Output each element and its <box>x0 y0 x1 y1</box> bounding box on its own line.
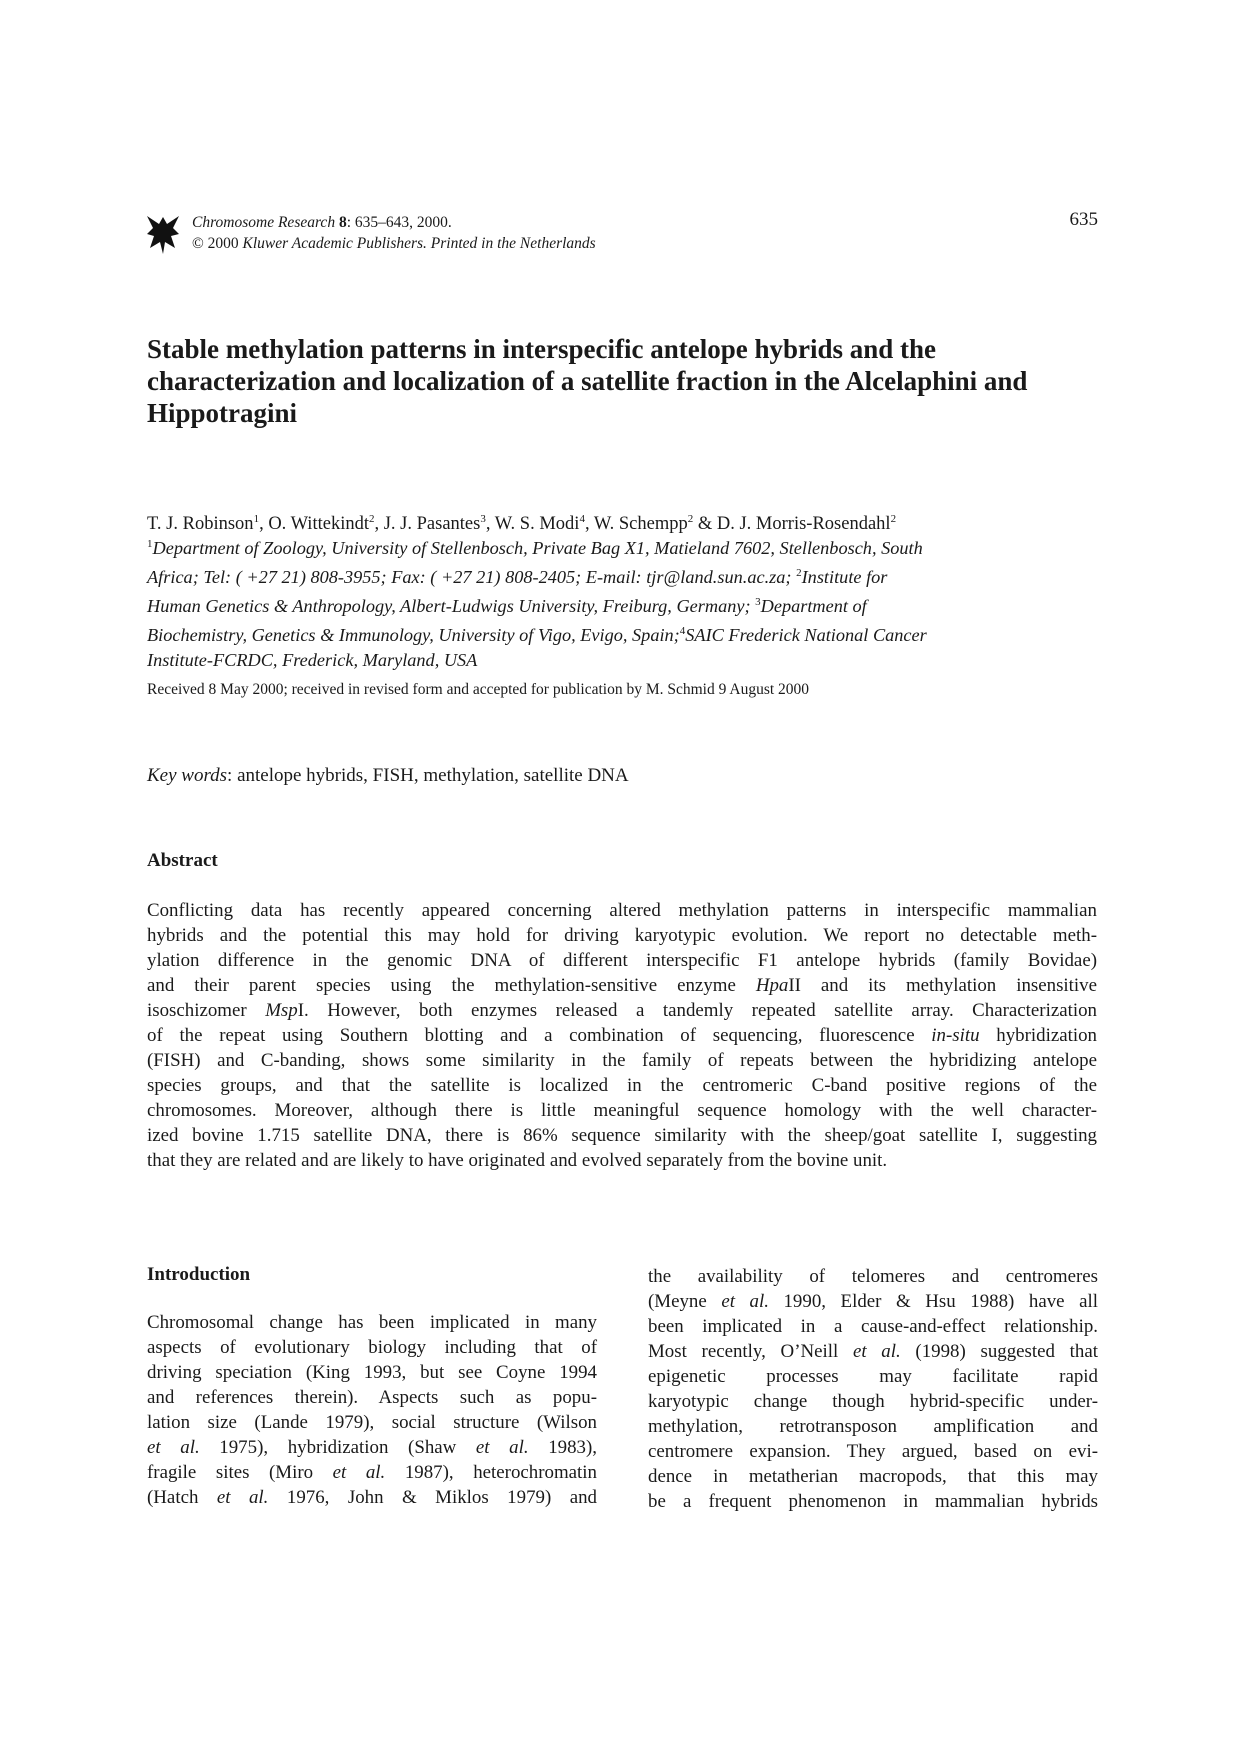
italic-term: et al. <box>147 1437 200 1458</box>
affiliation-mark: 2 <box>796 567 802 580</box>
introduction-line <box>648 1364 1098 1389</box>
text-run: of the repeat using Southern blotting and a combination of sequencing, fluorescence <box>147 1025 932 1046</box>
text-run: be a frequent phenomenon in mammalian hybrids <box>648 1491 1098 1512</box>
affiliations <box>147 532 1093 673</box>
text-run: Most recently, O’Neill <box>648 1341 853 1362</box>
author-name: D. J. Morris-Rosendahl <box>716 514 891 535</box>
journal-citation <box>192 212 596 254</box>
received-dates: Received 8 May 2000; received in revised form and accepted for publication by M. Schmid 9 August 2000 <box>147 681 810 698</box>
text-run: the availability of telomeres and centromeres <box>648 1266 1098 1287</box>
text-run: 1990, Elder & Hsu 1988) have all <box>768 1291 1098 1312</box>
introduction-right-column <box>648 1264 1098 1514</box>
text-run: isoschizomer <box>147 1000 266 1021</box>
introduction-left-column <box>147 1310 597 1510</box>
author-name: W. S. Modi <box>494 514 580 535</box>
abstract-line <box>147 923 1097 948</box>
abstract-heading: Abstract <box>147 850 218 871</box>
affiliation-text: Biochemistry, Genetics & Immunology, University of Vigo, Evigo, Spain; <box>147 625 680 646</box>
copyright-symbol: © <box>192 235 204 252</box>
publisher-name: Kluwer Academic Publishers. Printed in the Netherlands <box>242 235 596 252</box>
affiliation-line <box>147 590 1093 619</box>
text-run: (FISH) and C-banding, shows some similarity in the family of repeats between the hybridizing antelope <box>147 1050 1097 1071</box>
text-run: (Meyne <box>648 1291 722 1312</box>
author-separator: , <box>485 514 495 535</box>
abstract-line <box>147 998 1097 1023</box>
author-affiliation-mark: 2 <box>890 513 897 525</box>
journal-line-1 <box>192 212 596 233</box>
text-run: fragile sites (Miro <box>147 1462 333 1483</box>
italic-term: Msp <box>265 1000 298 1021</box>
text-run: centromere expansion. They argued, based on evi- <box>648 1441 1098 1462</box>
copyright-year: 2000 <box>207 235 239 252</box>
abstract-line <box>147 1148 1097 1173</box>
author-separator: , <box>259 514 269 535</box>
text-run: that they are related and are likely to have originated and evolved separately from the bovine unit. <box>147 1150 888 1171</box>
author-separator: , <box>584 514 594 535</box>
author-name: J. J. Pasantes <box>383 514 481 535</box>
author-affiliation-mark: 3 <box>480 513 486 525</box>
text-run: 1976, John & Miklos 1979) and <box>268 1487 597 1508</box>
introduction-line <box>147 1360 597 1385</box>
text-run: epigenetic processes may facilitate rapid <box>648 1366 1098 1387</box>
text-run: been implicated in a cause-and-effect relationship. <box>648 1316 1098 1337</box>
author-name: O. Wittekindt <box>268 514 369 535</box>
affiliation-mark: 3 <box>755 596 761 609</box>
affiliation-line <box>147 532 1093 561</box>
text-run: Conflicting data has recently appeared concerning altered methylation patterns in interspecific mammalian <box>147 900 1097 921</box>
author-name: T. J. Robinson <box>147 514 254 535</box>
page-number: 635 <box>1069 209 1098 230</box>
italic-term: et al. <box>721 1291 769 1312</box>
text-run: ized bovine 1.715 satellite DNA, there is 86% sequence similarity with the sheep/goat satellite I, suggesting <box>147 1125 1097 1146</box>
affiliation-text: Human Genetics & Anthropology, Albert-Ludwigs University, Freiburg, Germany; <box>147 596 756 617</box>
italic-term: et al. <box>332 1462 386 1483</box>
text-run: chromosomes. Moreover, although there is little meaningful sequence homology with the well character- <box>147 1100 1097 1121</box>
abstract-line <box>147 1123 1097 1148</box>
text-run: species groups, and that the satellite is localized in the centromeric C-band positive regions of the <box>147 1075 1097 1096</box>
italic-term: in-situ <box>931 1025 980 1046</box>
text-run: ylation difference in the genomic DNA of different interspecific F1 antelope hybrids (family Bovidae) <box>147 950 1097 971</box>
text-run: lation size (Lande 1979), social structure (Wilson <box>147 1412 597 1433</box>
italic-term: et al. <box>216 1487 269 1508</box>
journal-name: Chromosome Research <box>192 214 336 231</box>
abstract-body <box>147 898 1097 1173</box>
italic-term: et al. <box>475 1437 529 1458</box>
affiliation-mark: 4 <box>679 625 686 638</box>
keywords <box>147 764 1107 788</box>
text-run: hybrids and the potential this may hold for driving karyotypic evolution. We report no detectable meth- <box>147 925 1097 946</box>
affiliation-text: Department of <box>760 596 867 617</box>
text-run: 1983), <box>528 1437 597 1458</box>
italic-term: Hpa <box>755 975 789 996</box>
author-affiliation-mark: 1 <box>253 513 260 525</box>
keywords-label: Key words <box>147 765 228 786</box>
author-affiliation-mark: 2 <box>687 513 694 525</box>
publisher-logo-icon <box>145 214 181 256</box>
abstract-line <box>147 898 1097 923</box>
abstract-line <box>147 1048 1097 1073</box>
introduction-line <box>147 1460 597 1485</box>
text-run: karyotypic change though hybrid-specific under- <box>648 1391 1098 1412</box>
introduction-line <box>147 1485 597 1510</box>
journal-volume: 8 <box>338 214 347 231</box>
introduction-line <box>147 1410 597 1435</box>
introduction-line <box>648 1314 1098 1339</box>
introduction-line <box>147 1335 597 1360</box>
author-separator: , <box>374 514 384 535</box>
introduction-line <box>648 1414 1098 1439</box>
affiliation-line <box>147 648 1093 673</box>
author-name: W. Schempp <box>593 514 688 535</box>
affiliation-text: Department of Zoology, University of Stellenbosch, Private Bag X1, Matieland 7602, Stellenbosch, South <box>152 538 923 559</box>
text-run: dence in metatherian macropods, that this may <box>648 1466 1098 1487</box>
abstract-line <box>147 1098 1097 1123</box>
introduction-line <box>648 1264 1098 1289</box>
affiliation-text: SAIC Frederick National Cancer <box>685 625 927 646</box>
author-affiliation-mark: 2 <box>368 513 375 525</box>
text-run: hybridization <box>979 1025 1097 1046</box>
text-run: (1998) suggested that <box>900 1341 1098 1362</box>
affiliation-text: Africa; Tel: ( +27 21) 808-3955; Fax: ( +27 21) 808-2405; E-mail: tjr@land.sun.ac.za; <box>147 567 797 588</box>
text-run: II and its methylation insensitive <box>788 975 1097 996</box>
text-run: aspects of evolutionary biology including that of <box>147 1337 597 1358</box>
abstract-line <box>147 948 1097 973</box>
introduction-line <box>648 1464 1098 1489</box>
article-title: Stable methylation patterns in interspecific antelope hybrids and the characterization and localization of a satellite fraction in the Alcelaphini and Hippotragini <box>147 334 1028 428</box>
italic-term: et al. <box>852 1341 901 1362</box>
text-run: 1987), heterochromatin <box>385 1462 597 1483</box>
affiliation-text: Institute for <box>801 567 888 588</box>
introduction-line <box>648 1489 1098 1514</box>
text-run: driving speciation (King 1993, but see Coyne 1994 <box>147 1362 597 1383</box>
abstract-line <box>147 1073 1097 1098</box>
affiliation-mark: 1 <box>147 538 153 550</box>
introduction-heading: Introduction <box>147 1264 251 1285</box>
introduction-line <box>147 1310 597 1335</box>
text-run: 1975), hybridization (Shaw <box>199 1437 476 1458</box>
text-run: and references therein). Aspects such as popu- <box>147 1387 597 1408</box>
text-run: Chromosomal change has been implicated in many <box>147 1312 597 1333</box>
affiliation-line <box>147 619 1093 648</box>
abstract-line <box>147 973 1097 998</box>
text-run: I. However, both enzymes released a tandemly repeated satellite array. Characterization <box>297 1000 1097 1021</box>
author-separator: & <box>693 514 717 535</box>
keywords-list: : antelope hybrids, FISH, methylation, satellite DNA <box>227 765 629 786</box>
journal-pages: : 635–643, 2000. <box>346 214 452 231</box>
introduction-line <box>648 1289 1098 1314</box>
text-run: and their parent species using the methylation-sensitive enzyme <box>147 975 756 996</box>
introduction-line <box>648 1339 1098 1364</box>
affiliation-line <box>147 561 1093 590</box>
introduction-line <box>648 1439 1098 1464</box>
text-run: methylation, retrotransposon amplification and <box>648 1416 1098 1437</box>
author-affiliation-mark: 4 <box>579 513 585 525</box>
affiliation-text: Institute-FCRDC, Frederick, Maryland, USA <box>147 650 478 671</box>
introduction-line <box>147 1385 597 1410</box>
introduction-line <box>648 1389 1098 1414</box>
text-run: (Hatch <box>147 1487 217 1508</box>
abstract-line <box>147 1023 1097 1048</box>
introduction-line <box>147 1435 597 1460</box>
journal-line-2 <box>192 233 596 254</box>
